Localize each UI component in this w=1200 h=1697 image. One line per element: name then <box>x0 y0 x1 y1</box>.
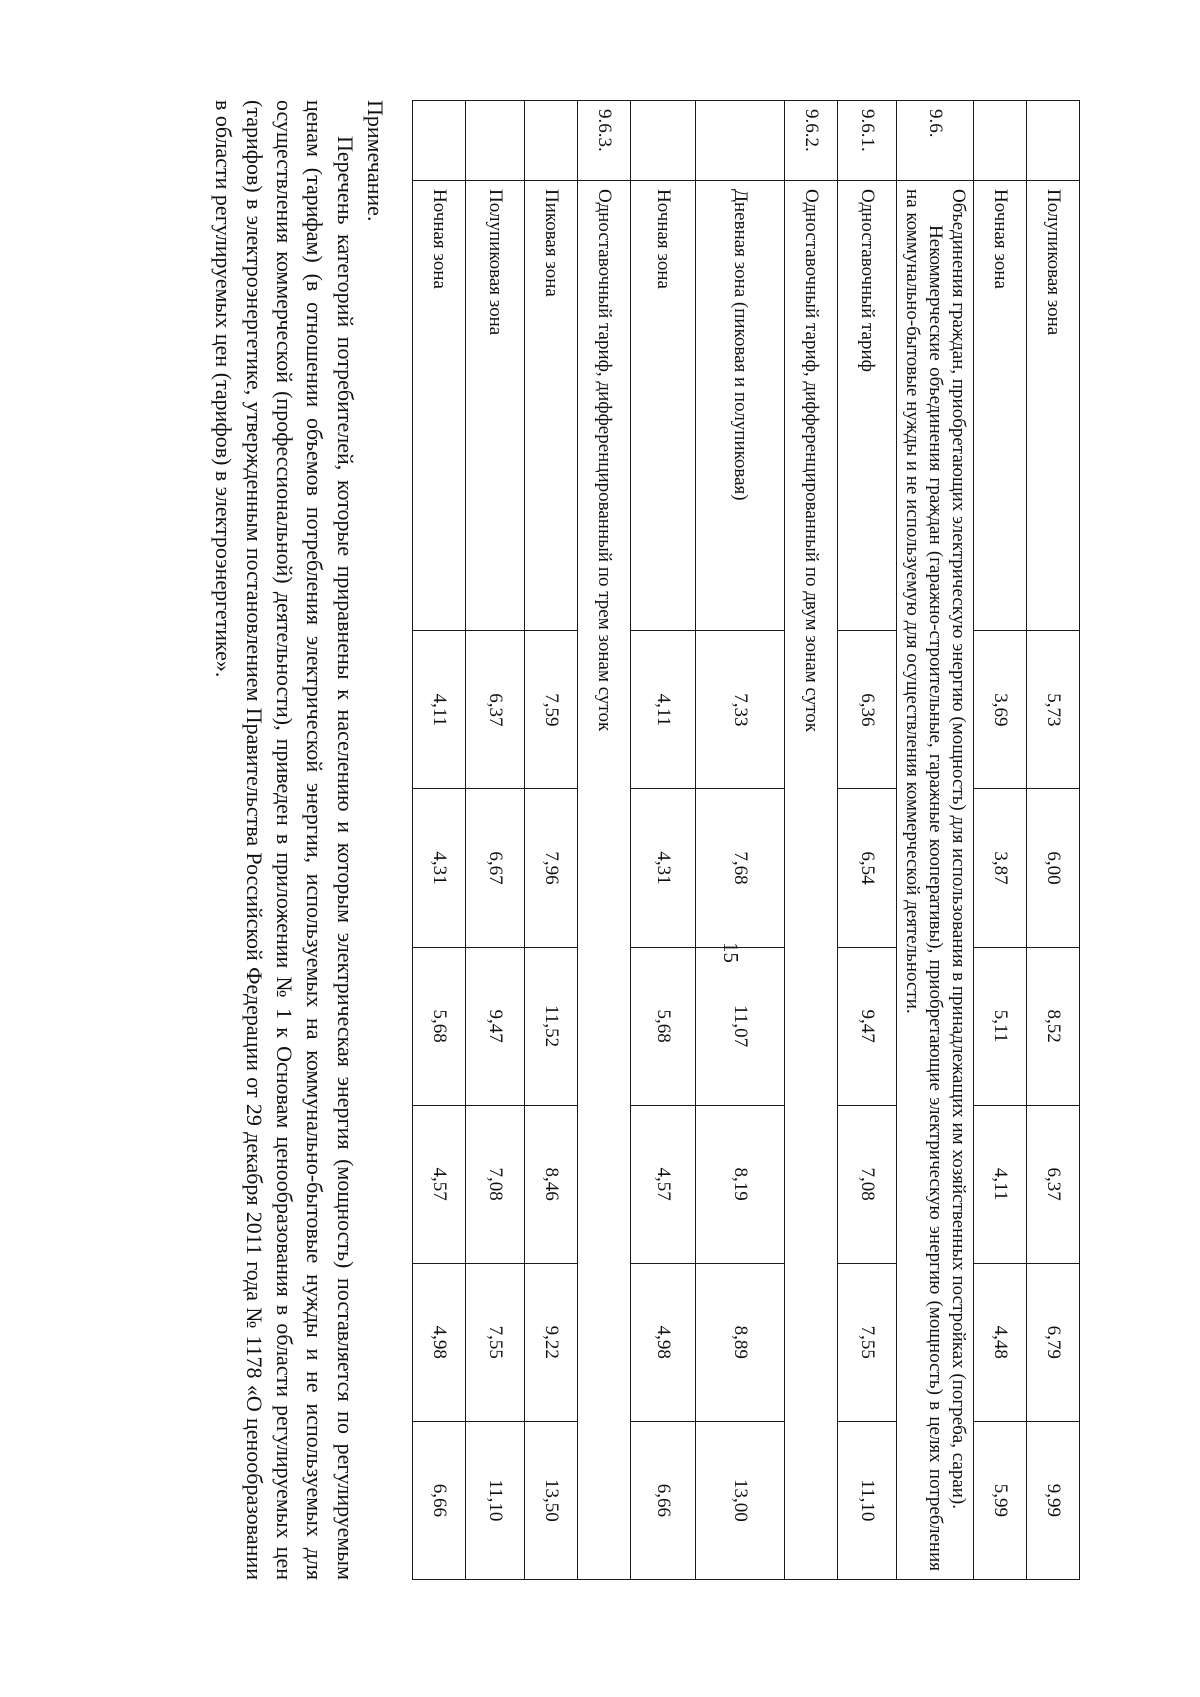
table-row-subgroup-header <box>784 101 837 1580</box>
tariff-value: 6,37 <box>465 631 524 789</box>
table-row <box>695 101 784 1580</box>
row-label: Полупиковая зона <box>1027 181 1080 631</box>
tariff-value: 5,68 <box>412 947 465 1105</box>
tariff-value: 11,52 <box>524 947 577 1105</box>
row-label: Одноставочный тариф <box>837 181 896 631</box>
tariff-value: 8,52 <box>1027 947 1080 1105</box>
table-row <box>465 101 524 1580</box>
tariff-value: 7,08 <box>837 1105 896 1263</box>
tariff-value: 4,11 <box>974 1105 1027 1263</box>
tariff-value: 4,11 <box>412 631 465 789</box>
tariff-value: 4,11 <box>630 631 695 789</box>
tariff-value: 6,79 <box>1027 1263 1080 1421</box>
tariff-value: 11,10 <box>837 1421 896 1579</box>
row-number <box>630 101 695 181</box>
row-label: Дневная зона (пиковая и полупиковая) <box>695 181 784 631</box>
tariff-value: 7,55 <box>465 1263 524 1421</box>
row-number <box>412 101 465 181</box>
tariff-value: 9,47 <box>465 947 524 1105</box>
row-number <box>465 101 524 181</box>
table-row-group-header <box>896 101 973 1580</box>
row-number: 9.6.3. <box>577 101 630 181</box>
tariff-value: 5,73 <box>1027 631 1080 789</box>
tariff-value: 4,57 <box>630 1105 695 1263</box>
subgroup-title: Одноставочный тариф, дифференцированный по трем зонам суток <box>577 181 630 1580</box>
row-label: Полупиковая зона <box>465 181 524 631</box>
row-number <box>974 101 1027 181</box>
tariff-value: 13,50 <box>524 1421 577 1579</box>
row-number <box>1027 101 1080 181</box>
tariff-value: 4,48 <box>974 1263 1027 1421</box>
tariff-value: 8,19 <box>695 1105 784 1263</box>
tariff-value: 8,46 <box>524 1105 577 1263</box>
row-number <box>695 101 784 181</box>
table-row-subgroup-header <box>577 101 630 1580</box>
tariff-value: 7,33 <box>695 631 784 789</box>
tariff-table <box>412 100 1080 1580</box>
tariff-value: 5,99 <box>974 1421 1027 1579</box>
tariff-value: 4,98 <box>630 1263 695 1421</box>
footnote-text: Перечень категорий потребителей, которые приравнены к населению и которым электрическая энергия (мощность) поставляется по регулируемым ценам (тарифам) (в отношении объемов потребления электрической энергии, используемых на коммунально-бытовые нужды и не используемых для осуществления коммерческой (профессиональной) деятельности), приведен в приложении № 1 к Основам ценообразования в области регулируемых цен (тарифов) в электроэнергетике, утвержденным постановлением Правительства Российской Федерации от 29 декабря 2011 года № 1178 «О ценообразовании в области регулируемых цен (тарифов) в электроэнергетике». <box>211 100 358 1580</box>
group-text-paragraph: Некоммерческие объединения граждан (гаражно-строительные, гаражные кооперативы), приобретающие электрическую энергию (мощность) в целях потребления на коммунально-бытовые нужды и не используемую для осуществления коммерческой деятельности. <box>902 189 947 1571</box>
table-row <box>1027 101 1080 1580</box>
tariff-value: 9,99 <box>1027 1421 1080 1579</box>
rotated-page-content <box>170 100 1080 1600</box>
row-number: 9.6. <box>896 101 973 181</box>
subgroup-title: Одноставочный тариф, дифференцированный по двум зонам суток <box>784 181 837 1580</box>
row-label: Ночная зона <box>630 181 695 631</box>
tariff-value: 3,87 <box>974 789 1027 947</box>
table-row <box>524 101 577 1580</box>
tariff-value: 7,59 <box>524 631 577 789</box>
tariff-value: 8,89 <box>695 1263 784 1421</box>
tariff-value: 7,08 <box>465 1105 524 1263</box>
tariff-value: 11,10 <box>465 1421 524 1579</box>
tariff-value: 9,22 <box>524 1263 577 1421</box>
tariff-value: 11,07 <box>695 947 784 1105</box>
row-label: Пиковая зона <box>524 181 577 631</box>
tariff-value: 3,69 <box>974 631 1027 789</box>
tariff-value: 4,31 <box>412 789 465 947</box>
table-row <box>837 101 896 1580</box>
tariff-value: 6,66 <box>412 1421 465 1579</box>
row-number: 9.6.1. <box>837 101 896 181</box>
table-row <box>412 101 465 1580</box>
tariff-value: 7,96 <box>524 789 577 947</box>
footnote-heading: Примечание. <box>363 100 388 222</box>
table-row <box>630 101 695 1580</box>
row-number: 9.6.2. <box>784 101 837 181</box>
tariff-value: 7,68 <box>695 789 784 947</box>
tariff-value: 6,66 <box>630 1421 695 1579</box>
row-number <box>524 101 577 181</box>
tariff-value: 6,54 <box>837 789 896 947</box>
table-row <box>974 101 1027 1580</box>
tariff-value: 6,36 <box>837 631 896 789</box>
row-label: Ночная зона <box>412 181 465 631</box>
tariff-value: 5,11 <box>974 947 1027 1105</box>
tariff-value: 6,00 <box>1027 789 1080 947</box>
tariff-value: 9,47 <box>837 947 896 1105</box>
group-text-paragraph: Объединения граждан, приобретающих электрическую энергию (мощность) для использования в принадлежащих им хозяйственных постройках (погреба, сараи). <box>948 189 969 1510</box>
tariff-value: 4,57 <box>412 1105 465 1263</box>
group-description <box>896 181 973 1580</box>
tariff-value: 13,00 <box>695 1421 784 1579</box>
tariff-value: 4,98 <box>412 1263 465 1421</box>
tariff-value: 6,37 <box>1027 1105 1080 1263</box>
row-label: Ночная зона <box>974 181 1027 631</box>
tariff-value: 6,67 <box>465 789 524 947</box>
tariff-value: 4,31 <box>630 789 695 947</box>
footnote <box>208 100 390 1580</box>
tariff-value: 7,55 <box>837 1263 896 1421</box>
page-number: 15 <box>719 942 743 963</box>
tariff-value: 5,68 <box>630 947 695 1105</box>
